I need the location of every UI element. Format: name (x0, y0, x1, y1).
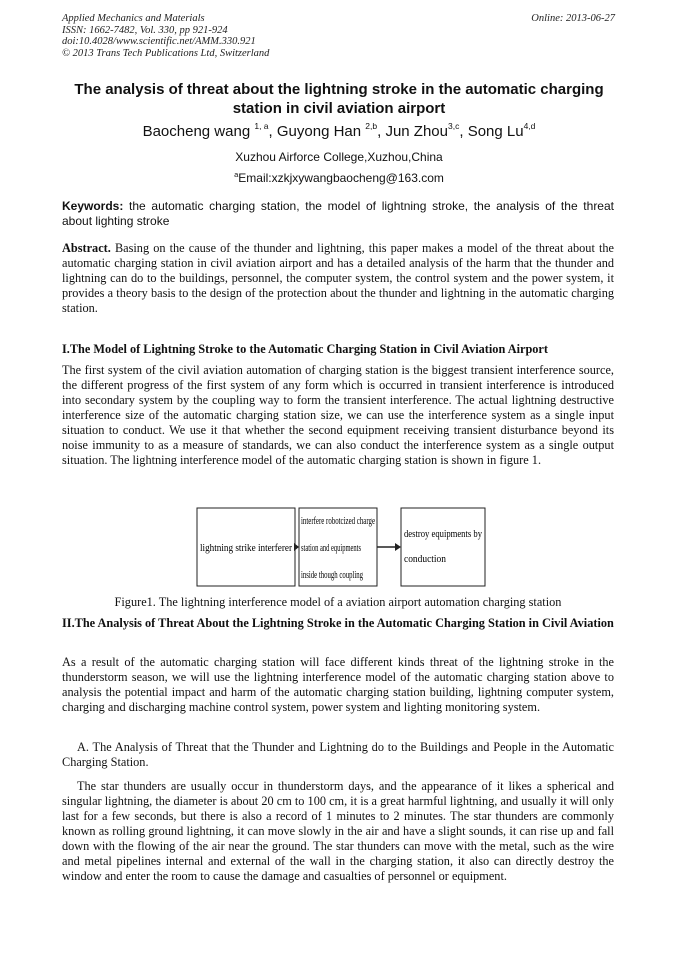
journal-header (62, 13, 269, 59)
email-mark: a (234, 170, 239, 179)
author-email (62, 171, 616, 185)
author-name: Song Lu (467, 123, 524, 140)
copyright-line: © 2013 Trans Tech Publications Ltd, Switzerland (62, 47, 270, 59)
author-name: Baocheng wang (142, 123, 251, 140)
affiliation: Xuzhou Airforce College,Xuzhou,China (235, 150, 443, 164)
arrow-1-head (294, 543, 299, 551)
issn-line: ISSN: 1662-7482, Vol. 330, pp 921-924 (62, 24, 228, 36)
author-separator: , (268, 123, 277, 140)
keywords-text: the automatic charging station, the model of lightning stroke, the analysis of the threat about lighting stroke (62, 199, 614, 228)
keywords-label: Keywords: (62, 199, 124, 213)
author-affiliation-mark: 3,c (448, 121, 460, 131)
diagram-box-3-line-1: destroy equipments by (404, 529, 482, 540)
keywords (62, 199, 614, 229)
abstract-text: Basing on the cause of the thunder and lightning, this paper makes a model of the threat about the automatic charging station in civil aviation airport and has a detailed analysis of the harm that the thunder and lightning can do to the buildings, personnel, the computer system, the control system and the power system, it provides a theory basis to the design of the protection about the thunder and lightning in the automatic charging station. (62, 241, 614, 315)
section-1-heading: I.The Model of Lightning Stroke to the Automatic Charging Station in Civil Aviation Airport (62, 342, 548, 356)
author-list (62, 122, 616, 142)
author-affiliation-mark: 2,b (365, 121, 378, 131)
subsection-a-paragraph: The star thunders are usually occur in thunderstorm days, and the appearance of it likes a spherical and singular lightning, the diameter is about 20 cm to 100 cm, it is a great harmful lightning, and usually it will only last for a few seconds, but there is also a record of 1 minutes to 2 minutes. The star thunders are commonly known as rolling ground lightning, it can move slowly in the air and have a slight sounds, it can rise up and fall down with the flowing of the air near the ground. The star thunders can move with the metal, such as the wire and metal pipelines internal and external of the wall in the charging station, it also can directly destroy the window and enter the room to cause the damage and casualties of personnel or equipment. (62, 779, 614, 883)
diagram-box-2-line-1: interfere robotcized charge (301, 516, 376, 527)
doi-line: doi:10.4028/www.scientific.net/AMM.330.921 (62, 36, 256, 47)
section-1-paragraph: The first system of the civil aviation automation of charging station is the biggest transient interference source, the different progress of the first system of any form which is occurred in transient interference is introduced into secondary system by the coupling way to form the transient interference. The actual lightning destructive interference size of the automatic charging station size, we can use the interference system as a single input situation to conduct. We use it that whether the second equipment receiving transient disturbance beyond its noise immunity to as a measure of standards, we can also conduct the interference system as a single output situation. The lightning interference model of the automatic charging station is shown in figure 1. (62, 363, 614, 467)
email-text: Email:xzkjxywangbaocheng@163.com (238, 171, 444, 185)
author-name: Guyong Han (276, 123, 362, 140)
diagram-box-1-label: lightning strike interferer (200, 543, 293, 554)
figure-1-diagram (196, 507, 486, 587)
subsection-a-heading: A. The Analysis of Threat that the Thunder and Lightning do to the Buildings and People in the Automatic Charging Station. (62, 740, 614, 769)
section-2-paragraph: As a result of the automatic charging station will face different kinds threat of the lightning stroke in the thunderstorm season, we will use the lightning interference model of the automatic charging station above to analysis the potential impact and harm of the automatic charging station building, lightning computer system, charging and discharging machine control system, power system and lighting monitoring system. (62, 655, 614, 714)
diagram-box-2-line-2: station and equipments (301, 543, 362, 554)
paper-title: The analysis of threat about the lightning stroke in the automatic charging station in civil aviation airport (74, 81, 604, 117)
arrow-2-head (395, 543, 401, 551)
author-separator: , (377, 123, 386, 140)
diagram-box-destroy (401, 508, 485, 586)
journal-name: Applied Mechanics and Materials (62, 13, 205, 24)
abstract (62, 241, 614, 316)
author-affiliation-mark: 4,d (523, 121, 536, 131)
abstract-label: Abstract. (62, 241, 111, 255)
diagram-box-2-line-3: inside though coupling (301, 570, 363, 581)
figure-1-caption: Figure1. The lightning interference model of a aviation airport automation charging station (114, 595, 562, 609)
section-2-heading: II.The Analysis of Threat About the Lightning Stroke in the Automatic Charging Station in Civil Aviation (62, 616, 614, 630)
author-separator: , (459, 123, 468, 140)
online-date: Online: 2013-06-27 (531, 13, 615, 24)
author-affiliation-mark: 1, a (254, 121, 269, 131)
author-name: Jun Zhou (385, 123, 448, 140)
diagram-box-3-line-2: conduction (404, 554, 446, 565)
